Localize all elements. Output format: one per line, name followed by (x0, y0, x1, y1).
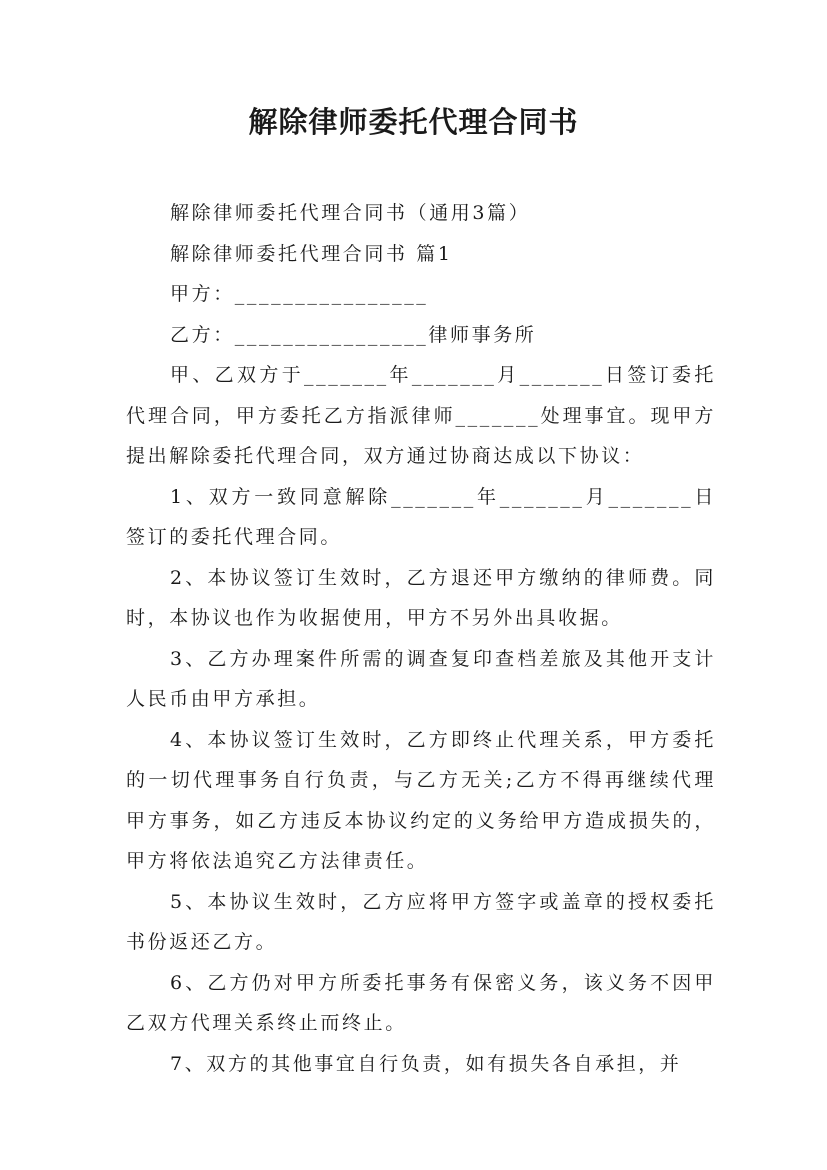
paragraph-preamble: 甲、乙双方于_______年_______月_______日签订委托代理合同，甲方委托乙方指派律师_______处理事宜。现甲方提出解除委托代理合同，双方通过协商达成以下协议： (126, 364, 716, 467)
document-title: 解除律师委托代理合同书 (248, 105, 579, 139)
paragraph-clause-4: 4、本协议签订生效时，乙方即终止代理关系，甲方委托的一切代理事务自行负责，与乙方无关;乙方不得再继续代理甲方事务，如乙方违反本协议约定的义务给甲方造成损失的，甲方将依法追究乙方法律责任。 (126, 728, 716, 872)
paragraph-subtitle: 解除律师委托代理合同书（通用3篇） (170, 202, 531, 224)
paragraph-party-a: 甲方：________________ (170, 283, 429, 305)
paragraph-clause-6: 6、乙方仍对甲方所委托事务有保密义务，该义务不因甲乙双方代理关系终止而终止。 (126, 971, 716, 1034)
paragraph-clause-7: 7、双方的其他事宜自行负责，如有损失各自承担，并 (170, 1052, 682, 1075)
document-body (126, 193, 716, 1084)
paragraph-party-b: 乙方：________________律师事务所 (170, 323, 537, 346)
paragraph-section-heading: 解除律师委托代理合同书 篇1 (170, 242, 453, 265)
paragraph-clause-1: 1、双方一致同意解除_______年_______月_______日签订的委托代理合同。 (126, 485, 716, 548)
paragraph-clause-2: 2、本协议签订生效时，乙方退还甲方缴纳的律师费。同时，本协议也作为收据使用，甲方不另外出具收据。 (126, 566, 716, 629)
paragraph-clause-3: 3、乙方办理案件所需的调查复印查档差旅及其他开支计人民币由甲方承担。 (126, 647, 716, 710)
paragraph-clause-5: 5、本协议生效时，乙方应将甲方签字或盖章的授权委托书份返还乙方。 (126, 890, 716, 953)
